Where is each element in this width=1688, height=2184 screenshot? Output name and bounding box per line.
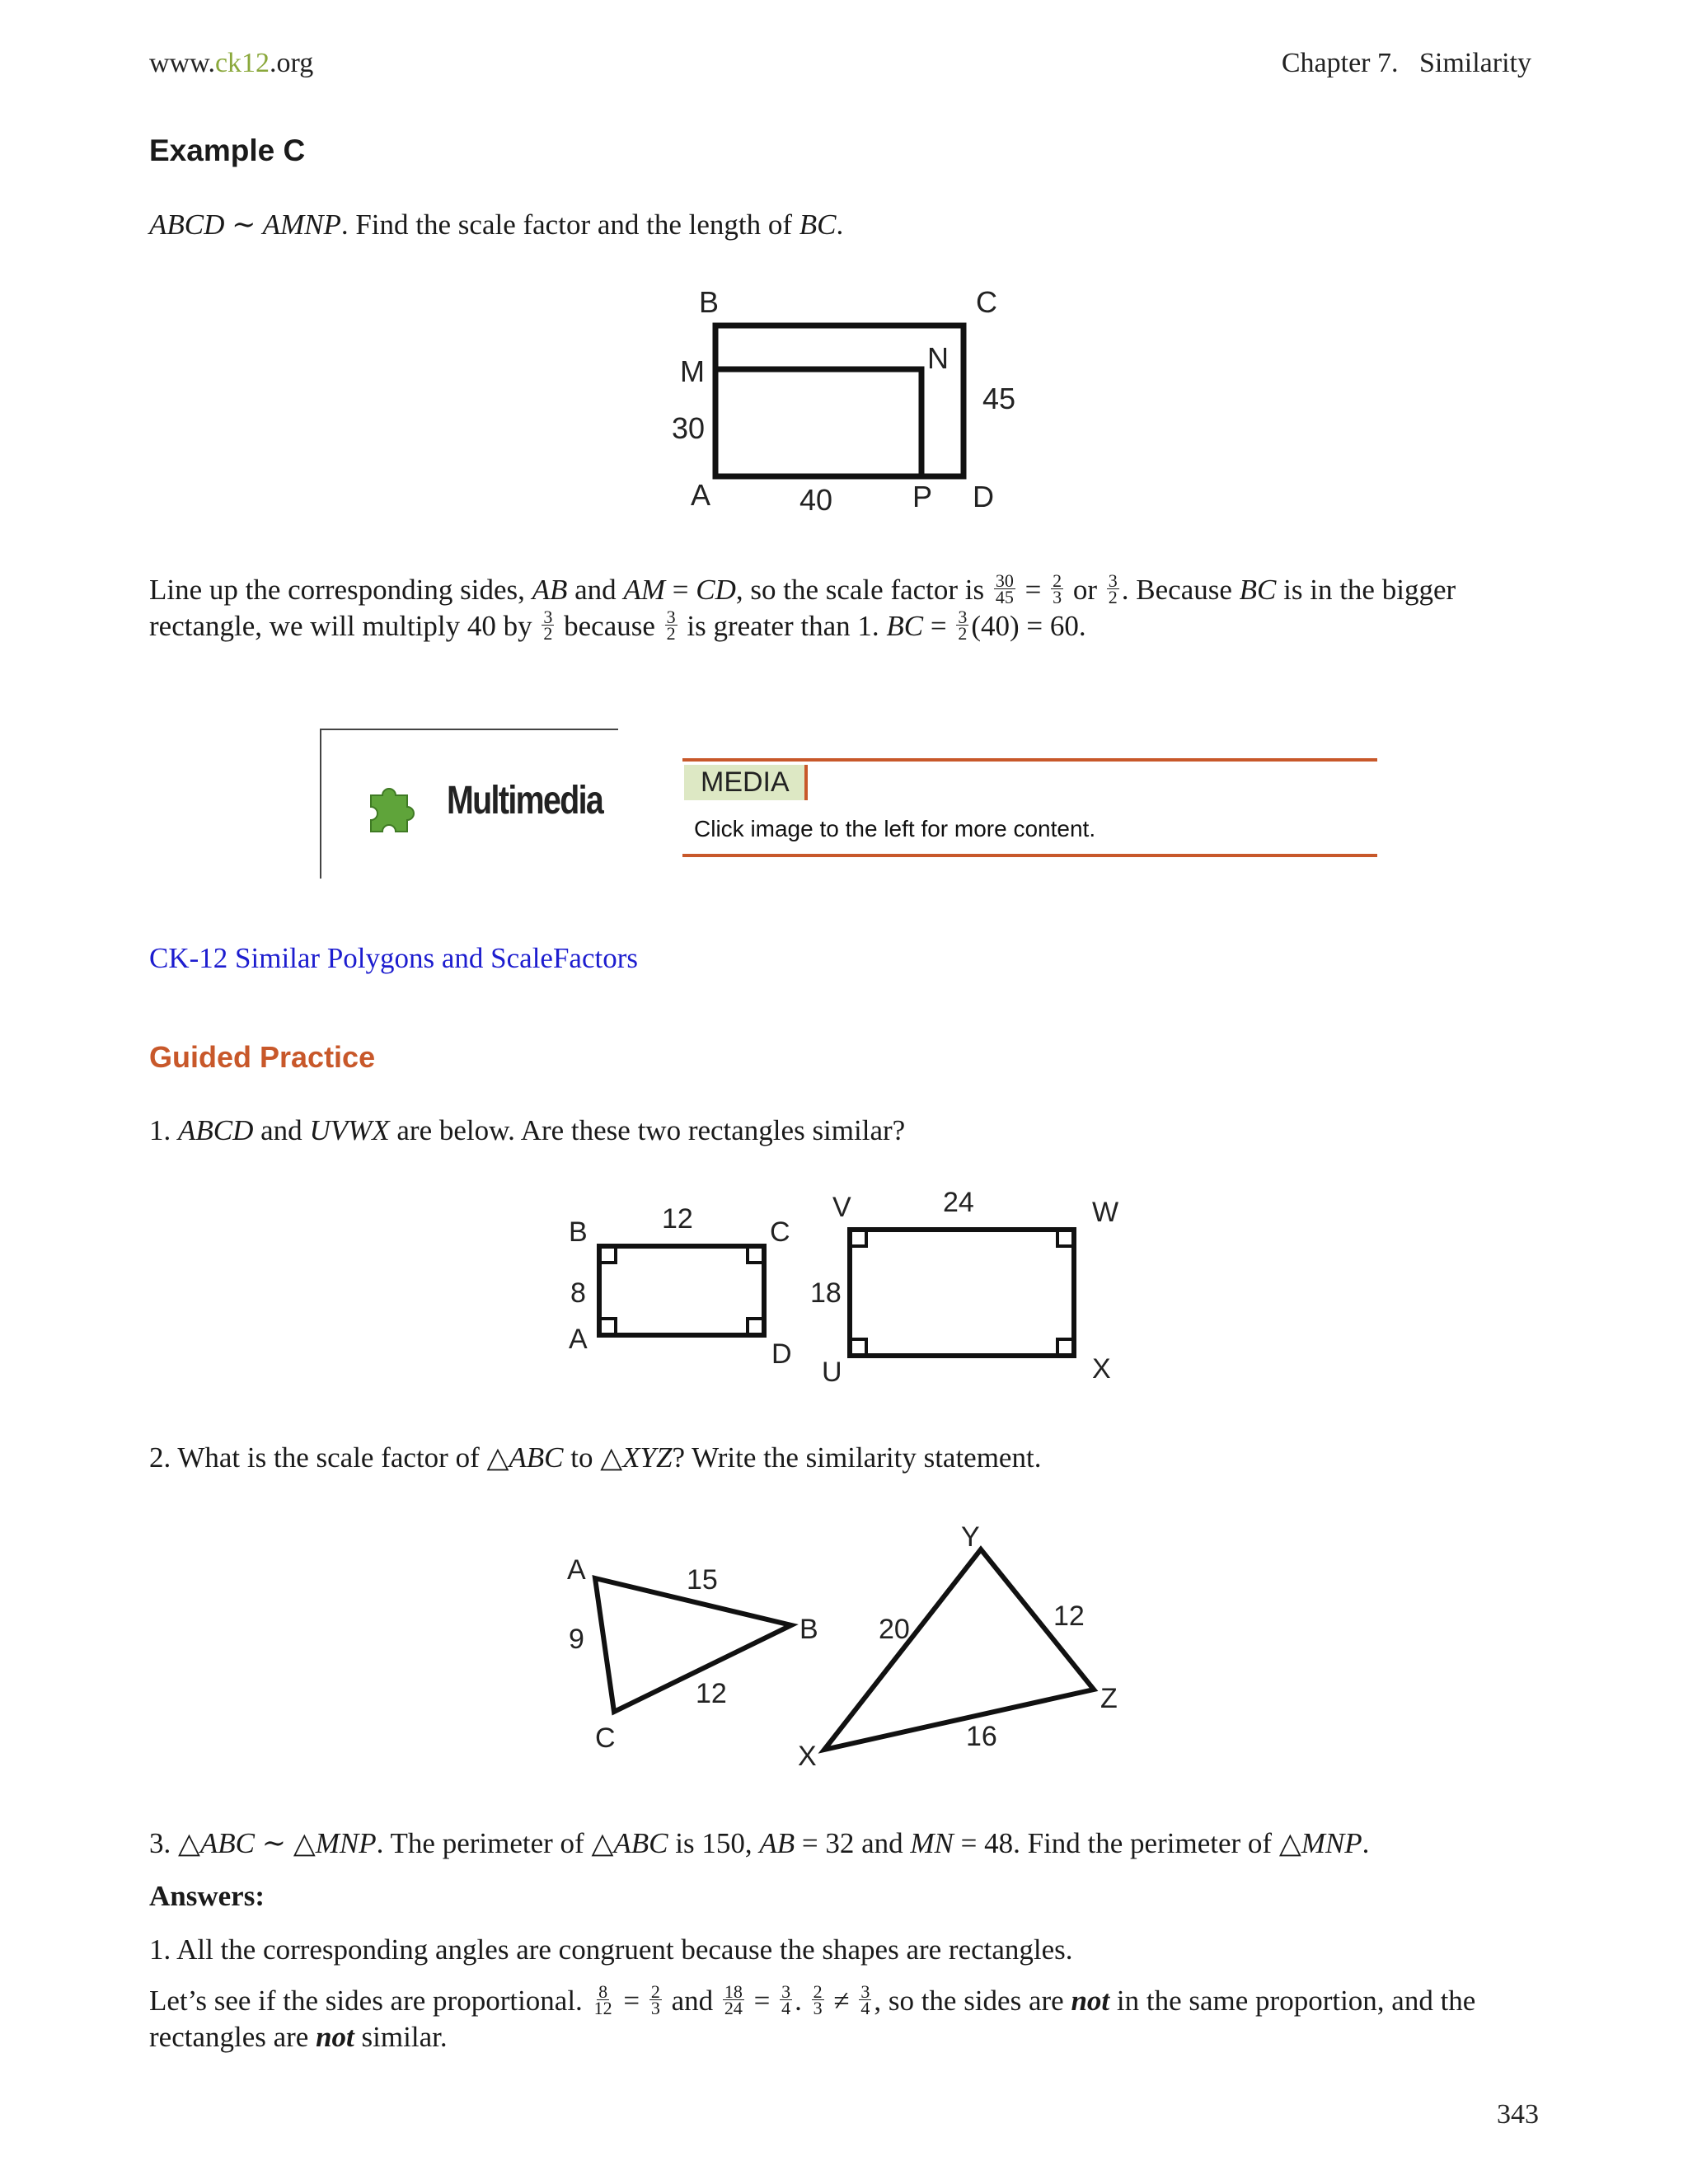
svg-text:9: 9 (569, 1624, 584, 1655)
svg-text:20: 20 (879, 1614, 910, 1645)
answer-1-detail: Let’s see if the sides are proportional. $\frac{8}{12}$ = $\frac{2}{3}$ and $\frac{18}{24}$ = $\frac{3}{4}$ . $\frac{2}{3}$ ≠ $\frac{3}{4}$ , so the sides are not in the same proportion, and the rectangles are not similar. (149, 1981, 1476, 2053)
example-solution: Line up the corresponding sides, AB and AM = CD, so the scale factor is $\frac{30}{45}$ = $\frac{2}{3}$ or $\frac{3}{2}$ . Because BC is in the bigger rectangle, we will multiply 40 by $\frac{3}{2}$ because $\frac{3}{2}$ is greater than 1. BC = $\frac{3}{2}$ (40) = 60. (149, 570, 1456, 644)
site-url[interactable] (149, 48, 313, 79)
page-number: 343 (1497, 2099, 1539, 2130)
svg-text:A: A (567, 1554, 586, 1586)
svg-text:C: C (770, 1216, 790, 1248)
multimedia-label: Multimedia (447, 779, 603, 823)
q1-rectangles-figure (552, 1187, 1146, 1393)
site-suffix: .org (270, 48, 314, 78)
svg-text:12: 12 (696, 1678, 727, 1709)
label-c: C (976, 285, 997, 319)
triangle-xyz (824, 1549, 1094, 1750)
rect-amnp (715, 369, 921, 476)
svg-text:15: 15 (687, 1564, 718, 1596)
svg-text:Z: Z (1100, 1683, 1118, 1714)
svg-text:U: U (822, 1357, 842, 1388)
svg-text:16: 16 (966, 1721, 997, 1752)
chapter-title: Chapter 7. Similarity (1281, 48, 1531, 78)
svg-text:B: B (569, 1216, 588, 1248)
media-box[interactable] (682, 758, 1377, 857)
label-45: 45 (982, 382, 1016, 415)
answer-1: 1. All the corresponding angles are congruent because the shapes are rectangles. (149, 1933, 1073, 1966)
svg-text:X: X (798, 1741, 817, 1772)
svg-text:24: 24 (943, 1187, 974, 1218)
svg-text:18: 18 (810, 1277, 842, 1309)
svg-text:A: A (569, 1324, 588, 1355)
site-prefix: www. (149, 48, 215, 78)
svg-text:X: X (1092, 1353, 1111, 1385)
svg-text:8: 8 (570, 1277, 586, 1309)
site-brand: ck12 (214, 48, 270, 78)
rect-abcd-small (599, 1246, 764, 1335)
label-p: P (912, 480, 933, 513)
example-heading: Example C (149, 134, 306, 167)
media-badge: MEDIA (684, 765, 808, 800)
multimedia-thumbnail[interactable] (320, 729, 618, 879)
q2-triangles-figure (552, 1516, 1146, 1780)
answers-heading: Answers: (149, 1880, 265, 1912)
svg-text:W: W (1092, 1197, 1119, 1228)
puzzle-icon (363, 776, 422, 838)
svg-text:12: 12 (662, 1203, 693, 1235)
question-1: 1. ABCD and UVWX are below. Are these two rectangles similar? (149, 1114, 906, 1146)
svg-text:12: 12 (1053, 1601, 1085, 1632)
example-question: ABCD ∼ AMNP. Find the scale factor and the length of BC. (149, 209, 844, 241)
svg-text:Y: Y (961, 1521, 980, 1553)
triangle-abc (595, 1578, 791, 1712)
svg-text:C: C (595, 1722, 616, 1754)
question-3: 3. △ABC ∼ △MNP. The perimeter of △ABC is 150, AB = 32 and MN = 48. Find the perimeter of △MNP. (149, 1827, 1370, 1859)
svg-text:V: V (832, 1192, 851, 1223)
label-40: 40 (799, 483, 833, 517)
label-b: B (699, 285, 720, 319)
label-d: D (973, 480, 994, 513)
rect-uvwx (850, 1230, 1074, 1356)
question-2: 2. What is the scale factor of △ABC to △XYZ? Write the similarity statement. (149, 1441, 1042, 1474)
svg-text:B: B (799, 1614, 818, 1645)
rectangles-figure (659, 284, 1039, 523)
label-n: N (927, 341, 949, 375)
guided-practice-heading: Guided Practice (149, 1040, 376, 1074)
media-note: Click image to the left for more content. (694, 816, 1096, 841)
video-link[interactable]: CK-12 Similar Polygons and ScaleFactors (149, 942, 639, 974)
similarity-statement: ABCD ∼ AMNP (149, 209, 341, 241)
label-30: 30 (672, 411, 706, 445)
label-m: M (680, 354, 705, 388)
label-a: A (691, 478, 711, 512)
svg-text:D: D (771, 1338, 792, 1370)
rect-abcd (715, 326, 964, 476)
